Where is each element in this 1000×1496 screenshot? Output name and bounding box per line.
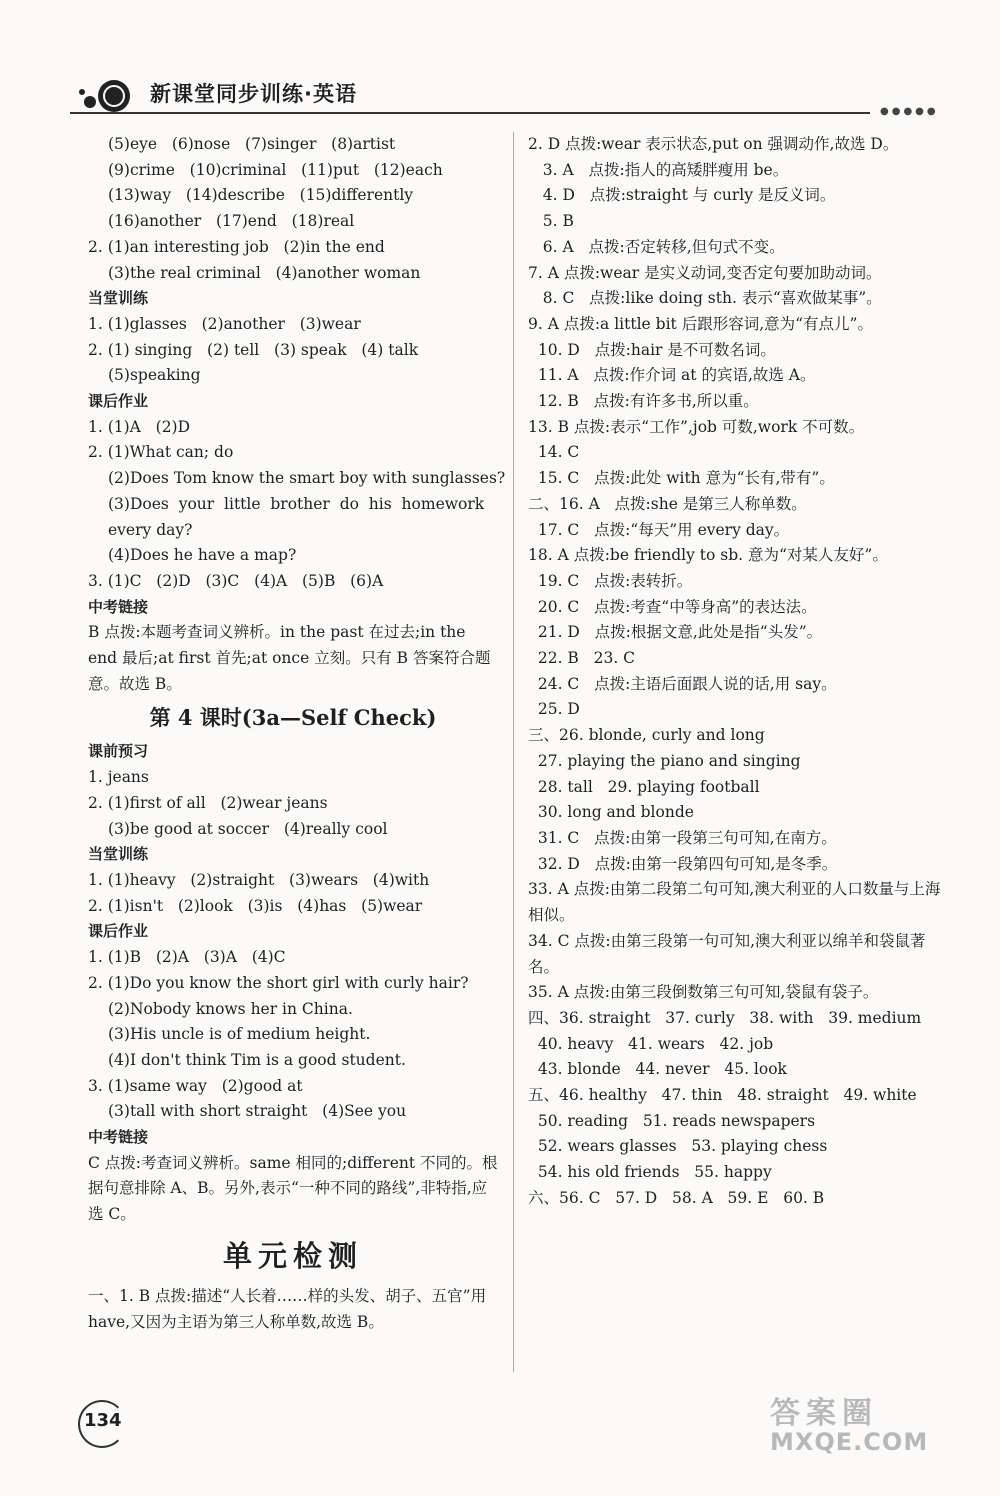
answer-line: (3)the real criminal (4)another woman bbox=[108, 263, 421, 282]
section-heading: 课前预习 bbox=[88, 742, 149, 761]
answer-line: 2. (1)isn't (2)look (3)is (4)has (5)wear bbox=[88, 896, 423, 915]
answer-line: 54. his old friends 55. happy bbox=[528, 1163, 772, 1182]
answer-line: 43. blonde 44. never 45. look bbox=[528, 1060, 787, 1079]
answer-line: (2)Does Tom know the smart boy with sunglasses? bbox=[108, 469, 506, 488]
answer-line: (4)I don't think Tim is a good student. bbox=[108, 1050, 406, 1069]
answer-line: 30. long and blonde bbox=[528, 803, 694, 822]
answer-line: 1. (1)A (2)D bbox=[88, 417, 191, 436]
answer-line: (3)His uncle is of medium height. bbox=[108, 1025, 371, 1044]
header-title: 新课堂同步训练·英语 bbox=[150, 82, 357, 106]
answer-line: 五、46. healthy 47. thin 48. straight 49. white bbox=[528, 1086, 917, 1105]
answer-line: 20. C 点拨:考查“中等身高”的表达法。 bbox=[528, 597, 817, 616]
answer-line: C 点拨:考查词义辨析。same 相同的;different 不同的。根据句意排除 A、B。另外,表示“一种不同的路线”,非特指,应选 C。 bbox=[88, 1153, 498, 1224]
answer-line: 2. (1)first of all (2)wear jeans bbox=[88, 793, 328, 812]
section-heading: 当堂训练 bbox=[88, 845, 149, 864]
answer-line: 34. C 点拨:由第三段第一句可知,澳大利亚以绵羊和袋鼠著名。 bbox=[528, 931, 926, 976]
answer-line: 28. tall 29. playing football bbox=[528, 777, 760, 796]
page-header bbox=[70, 68, 950, 124]
answer-line: 19. C 点拨:表转折。 bbox=[528, 571, 693, 590]
answer-line: 1. (1)heavy (2)straight (3)wears (4)with bbox=[88, 870, 430, 889]
answer-line: 14. C bbox=[528, 443, 580, 462]
answer-line: 9. A 点拨:a little bit 后跟形容词,意为“有点儿”。 bbox=[528, 314, 873, 333]
answer-line: 6. A 点拨:否定转移,但句式不变。 bbox=[528, 237, 785, 256]
answer-line: 24. C 点拨:主语后面跟人说的话,用 say。 bbox=[528, 674, 837, 693]
answer-line: B 点拨:本题考查词义辨析。in the past 在过去;in the end 最后;at first 首先;at once 立刻。只有 B 答案符合题意。故选 B。 bbox=[88, 623, 491, 693]
answer-line: 四、36. straight 37. curly 38. with 39. medium bbox=[528, 1008, 922, 1027]
answer-line: 22. B 23. C bbox=[528, 649, 636, 668]
answer-line: (3)tall with short straight (4)See you bbox=[108, 1102, 407, 1121]
answer-line: 4. D 点拨:straight 与 curly 是反义词。 bbox=[528, 186, 836, 205]
answer-line: 52. wears glasses 53. playing chess bbox=[528, 1137, 828, 1156]
answer-line: (9)crime (10)criminal (11)put (12)each bbox=[108, 160, 443, 179]
answer-line: 1. (1)glasses (2)another (3)wear bbox=[88, 314, 361, 333]
answer-line: 六、56. C 57. D 58. A 59. E 60. B bbox=[528, 1188, 825, 1207]
answer-line: (3)be good at soccer (4)really cool bbox=[108, 819, 388, 838]
answer-line: 31. C 点拨:由第一段第三句可知,在南方。 bbox=[528, 828, 837, 847]
answer-line: 18. A 点拨:be friendly to sb. 意为“对某人友好”。 bbox=[528, 546, 888, 565]
column-divider bbox=[513, 132, 514, 1372]
answer-line: 8. C 点拨:like doing sth. 表示“喜欢做某事”。 bbox=[528, 289, 882, 308]
answer-line: 33. A 点拨:由第二段第二句可知,澳大利亚的人口数量与上海相似。 bbox=[528, 880, 941, 925]
unit-test-title: 单元检测 bbox=[222, 1238, 363, 1273]
answer-line: 3. A 点拨:指人的高矮胖瘦用 be。 bbox=[528, 160, 789, 179]
answer-line: (2)Nobody knows her in China. bbox=[108, 999, 353, 1018]
answer-line: 40. heavy 41. wears 42. job bbox=[528, 1034, 774, 1053]
answer-line: 10. D 点拨:hair 是不可数名词。 bbox=[528, 340, 776, 359]
answer-line: 35. A 点拨:由第三段倒数第三句可知,袋鼠有袋子。 bbox=[528, 983, 879, 1002]
left-column bbox=[88, 132, 506, 1335]
page-number: 134 bbox=[84, 1410, 122, 1431]
answer-line: 27. playing the piano and singing bbox=[528, 751, 801, 770]
answer-line: 1. (1)B (2)A (3)A (4)C bbox=[88, 948, 286, 967]
right-column bbox=[528, 132, 948, 1212]
answer-line: 17. C 点拨:“每天”用 every day。 bbox=[528, 520, 790, 539]
section-heading: 中考链接 bbox=[88, 597, 149, 616]
answer-line: 3. (1)C (2)D (3)C (4)A (5)B (6)A bbox=[88, 571, 384, 590]
answer-line: (13)way (14)describe (15)differently bbox=[108, 186, 414, 205]
answer-line: 11. A 点拨:作介词 at 的宾语,故选 A。 bbox=[528, 366, 816, 385]
answer-line: 二、16. A 点拨:she 是第三人称单数。 bbox=[528, 494, 807, 513]
answer-line: (16)another (17)end (18)real bbox=[108, 212, 355, 231]
answer-line: (5)speaking bbox=[108, 366, 201, 385]
answer-line: 2. (1)Do you know the short girl with curly hair? bbox=[88, 973, 469, 992]
answer-line: (5)eye (6)nose (7)singer (8)artist bbox=[108, 135, 396, 153]
section-heading: 中考链接 bbox=[88, 1128, 149, 1147]
answer-line: every day? bbox=[108, 520, 193, 539]
header-rule bbox=[70, 112, 870, 114]
answer-line: (3)Does your little brother do his homework bbox=[108, 494, 485, 513]
watermark bbox=[770, 1388, 928, 1456]
lesson-title: 第 4 课时(3a—Self Check) bbox=[149, 705, 437, 731]
answer-line: 2. (1)What can; do bbox=[88, 443, 234, 462]
answer-line: 1. jeans bbox=[88, 768, 149, 787]
answer-line: 一、1. B 点拨:描述“人长着……样的头发、胡子、五官”用 have,又因为主语为第三人称单数,故选 B。 bbox=[88, 1286, 487, 1331]
answer-line: 21. D 点拨:根据文意,此处是指“头发”。 bbox=[528, 623, 823, 642]
section-heading: 课后作业 bbox=[88, 922, 149, 941]
answer-line: 13. B 点拨:表示“工作”,job 可数,work 不可数。 bbox=[528, 417, 865, 436]
section-heading: 课后作业 bbox=[88, 392, 149, 411]
answer-line: 2. (1) singing (2) tell (3) speak (4) talk bbox=[88, 340, 419, 359]
watermark-logo-text: 答案圈 bbox=[770, 1396, 878, 1431]
answer-line: 7. A 点拨:wear 是实义动词,变否定句要加助动词。 bbox=[528, 263, 882, 282]
answer-line: 5. B bbox=[528, 212, 574, 231]
answer-line: 2. D 点拨:wear 表示状态,put on 强调动作,故选 D。 bbox=[528, 135, 899, 153]
answer-line: 12. B 点拨:有许多书,所以重。 bbox=[528, 392, 759, 411]
answer-line: 2. (1)an interesting job (2)in the end bbox=[88, 237, 385, 256]
answer-line: 50. reading 51. reads newspapers bbox=[528, 1111, 816, 1130]
answer-line: 3. (1)same way (2)good at bbox=[88, 1076, 303, 1095]
book-logo-icon bbox=[76, 76, 130, 116]
header-dots: ●●●●● bbox=[880, 106, 939, 117]
answer-line: 三、26. blonde, curly and long bbox=[528, 726, 765, 745]
answer-line: 32. D 点拨:由第一段第四句可知,是冬季。 bbox=[528, 854, 838, 873]
section-heading: 当堂训练 bbox=[88, 289, 149, 308]
answer-line: 15. C 点拨:此处 with 意为“长有,带有”。 bbox=[528, 469, 835, 488]
answer-line: 25. D bbox=[528, 700, 580, 719]
watermark-url: MXQE.COM bbox=[770, 1428, 929, 1456]
answer-line: (4)Does he have a map? bbox=[108, 546, 297, 565]
